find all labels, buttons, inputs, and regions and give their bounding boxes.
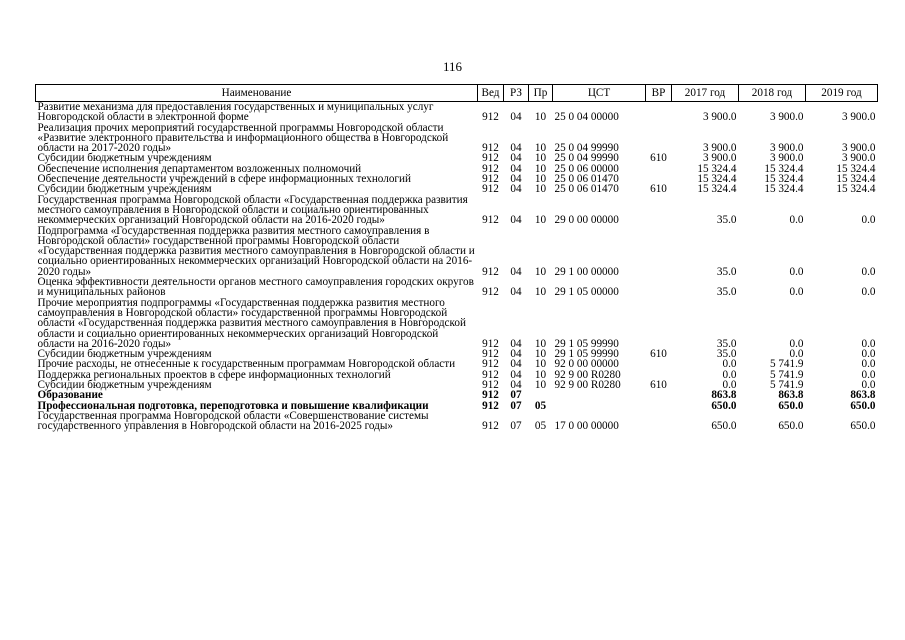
cell-vr (646, 298, 672, 349)
cell-name: Профессиональная подготовка, переподготовка и повышение квалификации (37, 399, 429, 412)
cell-ved: 912 (482, 286, 499, 299)
cell-2018: 15 324.4 (764, 162, 804, 175)
cell-name: Оценка эффективности деятельности органов местного самоуправления городских округов и муниципальных районов (37, 276, 474, 299)
cell-name: Субсидии бюджетным учреждениям (37, 348, 212, 361)
cell-2019: 650.0 (850, 420, 876, 433)
cell-cst: 29 1 05 00000 (554, 286, 619, 299)
cell-ved: 912 (482, 358, 499, 371)
cell-pr: 10 (534, 337, 547, 350)
cell-2019: 0.0 (861, 214, 876, 227)
cell-name: Субсидии бюджетным учреждениям (37, 152, 212, 165)
cell-2019: 15 324.4 (836, 173, 876, 186)
cell-2018: 650.0 (778, 420, 804, 433)
cell-ved: 912 (482, 142, 499, 155)
cell-cst: 92 0 00 00000 (554, 358, 619, 371)
cell-2018: 5 741.9 (769, 358, 804, 371)
cell-pr: 10 (534, 111, 547, 124)
cell-cst: 17 0 00 00000 (554, 420, 619, 433)
cell-cst: 29 1 00 00000 (554, 265, 619, 278)
cell-2017: 3 900.0 (702, 142, 737, 155)
cell-rz: 04 (510, 348, 522, 361)
cell-vr (646, 195, 672, 226)
header-2017: 2017 год (672, 85, 739, 102)
cell-2018: 0.0 (789, 265, 804, 278)
header-2018: 2018 год (739, 85, 806, 102)
cell-2017: 3 900.0 (702, 111, 737, 124)
cell-2018: 863.8 (778, 389, 804, 402)
table-row (36, 123, 878, 154)
cell-2017: 650.0 (711, 399, 737, 412)
cell-2019: 0.0 (861, 368, 876, 381)
cell-2017: 0.0 (722, 368, 737, 381)
cell-2019: 0.0 (861, 348, 876, 361)
cell-vr (646, 164, 672, 174)
cell-name: Субсидии бюджетным учреждениям (37, 183, 212, 196)
cell-2019: 0.0 (861, 379, 876, 392)
header-pr: Пр (529, 85, 553, 102)
cell-cst: 29 1 05 99990 (554, 348, 619, 361)
cell-2019: 0.0 (861, 286, 876, 299)
page-number: 116 (442, 59, 463, 74)
cell-pr: 10 (534, 368, 547, 381)
cell-2017: 0.0 (722, 379, 737, 392)
cell-2017: 35.0 (716, 337, 737, 350)
cell-rz: 04 (510, 152, 522, 165)
cell-pr: 10 (534, 286, 547, 299)
cell-2018: 3 900.0 (769, 152, 804, 165)
cell-rz: 04 (510, 337, 522, 350)
cell-rz: 04 (510, 183, 522, 196)
cell-cst: 29 0 00 00000 (554, 214, 619, 227)
cell-vr (646, 411, 672, 432)
cell-ved: 912 (482, 337, 499, 350)
table-row (36, 277, 878, 298)
cell-vr: 610 (650, 183, 667, 196)
cell-2019: 3 900.0 (841, 111, 876, 124)
cell-2019: 863.8 (850, 389, 876, 402)
cell-ved: 912 (482, 265, 499, 278)
cell-2017: 15 324.4 (697, 173, 737, 186)
cell-pr: 05 (534, 399, 547, 412)
table-row (36, 380, 878, 390)
cell-2017: 650.0 (711, 420, 737, 433)
cell-ved: 912 (482, 420, 499, 433)
cell-ved: 912 (482, 183, 499, 196)
cell-vr (646, 401, 672, 411)
cell-rz: 07 (510, 420, 522, 433)
header-ved: Вед (478, 85, 504, 102)
table-header (36, 85, 878, 102)
table-row (36, 411, 878, 432)
cell-cst: 25 0 04 99990 (554, 152, 619, 165)
cell-name: Развитие механизма для предоставления государственных и муниципальных услуг Новгородской области в электронной форме (37, 101, 434, 124)
cell-cst: 29 1 05 99990 (554, 337, 619, 350)
cell-2019: 15 324.4 (836, 183, 876, 196)
cell-cst: 25 0 06 01470 (554, 183, 619, 196)
cell-2017: 15 324.4 (697, 183, 737, 196)
cell-2017: 35.0 (716, 265, 737, 278)
table-row (36, 226, 878, 277)
cell-name: Обеспечение исполнения департаментом возложенных полномочий (37, 162, 362, 175)
budget-table (35, 84, 878, 432)
header-name: Наименование (36, 85, 478, 102)
cell-2018: 5 741.9 (769, 368, 804, 381)
cell-2017: 3 900.0 (702, 152, 737, 165)
cell-pr: 10 (534, 173, 547, 186)
cell-2019: 0.0 (861, 265, 876, 278)
table-row (36, 102, 878, 123)
cell-2019: 0.0 (861, 337, 876, 350)
cell-2017: 35.0 (716, 214, 737, 227)
cell-vr (646, 123, 672, 154)
cell-cst (553, 390, 646, 400)
cell-vr: 610 (650, 379, 667, 392)
cell-vr (646, 359, 672, 369)
cell-ved: 912 (482, 173, 499, 186)
cell-ved: 912 (482, 368, 499, 381)
cell-name: Прочие расходы, не отнесенные к государственным программам Новгородской области (37, 358, 456, 371)
cell-pr: 05 (534, 420, 547, 433)
cell-vr (646, 277, 672, 298)
cell-pr: 10 (534, 183, 547, 196)
cell-rz: 07 (510, 389, 522, 402)
cell-2018: 5 741.9 (769, 379, 804, 392)
cell-ved: 912 (482, 111, 499, 124)
cell-rz: 04 (510, 111, 522, 124)
cell-cst: 25 0 06 00000 (554, 162, 619, 175)
cell-pr: 10 (534, 379, 547, 392)
header-cst: ЦСТ (553, 85, 646, 102)
cell-pr: 10 (534, 265, 547, 278)
cell-ved: 912 (482, 214, 499, 227)
cell-2018: 0.0 (789, 214, 804, 227)
cell-ved: 912 (482, 399, 499, 412)
cell-ved: 912 (482, 152, 499, 165)
cell-2018: 3 900.0 (769, 111, 804, 124)
cell-vr (646, 226, 672, 277)
cell-name: Субсидии бюджетным учреждениям (37, 379, 212, 392)
cell-name: Поддержка региональных проектов в сфере информационных технологий (37, 368, 391, 381)
cell-2018: 15 324.4 (764, 183, 804, 196)
cell-2019: 650.0 (850, 399, 876, 412)
cell-2018: 0.0 (789, 286, 804, 299)
cell-rz: 04 (510, 379, 522, 392)
header-vr: ВР (646, 85, 672, 102)
cell-2017: 15 324.4 (697, 162, 737, 175)
cell-rz: 04 (510, 162, 522, 175)
cell-name: Прочие мероприятия подпрограммы «Государственная поддержка развития местного самоуправления в Новгородской области» государственной программы Новгородской области «Государственная поддержка развития местного самоуправления в Новгородской области и социально ориентированных некоммерческих организаций Новгородской области на 2016-2020 годы» (37, 296, 466, 350)
header-rz: РЗ (504, 85, 529, 102)
cell-2017: 863.8 (711, 389, 737, 402)
cell-2018: 650.0 (778, 399, 804, 412)
cell-ved: 912 (482, 379, 499, 392)
cell-cst: 92 9 00 R0280 (554, 379, 621, 392)
cell-ved: 912 (482, 162, 499, 175)
cell-name: Реализация прочих мероприятий государственной программы Новгородской области «Развитие электронного правительства и информационного общества в Новгородской области на 2017-2020 годы» (37, 121, 449, 155)
cell-2019: 3 900.0 (841, 152, 876, 165)
header-2019: 2019 год (806, 85, 878, 102)
cell-2017: 35.0 (716, 348, 737, 361)
cell-name: Подпрограмма «Государственная поддержка развития местного самоуправления в Новгородской области» государственной программы Новгородской области «Государственная поддержка развития местного самоуправления в Новгородской области и социально ориентированных некоммерческих организаций Новгородской области на 2016-2020 годы» (37, 224, 475, 278)
cell-pr: 10 (534, 358, 547, 371)
cell-2019: 0.0 (861, 358, 876, 371)
cell-rz: 04 (510, 358, 522, 371)
cell-pr: 10 (534, 142, 547, 155)
cell-pr: 10 (534, 348, 547, 361)
cell-rz: 04 (510, 173, 522, 186)
cell-ved: 912 (482, 389, 499, 402)
table-body (36, 102, 878, 432)
cell-rz: 04 (510, 142, 522, 155)
cell-pr: 10 (534, 214, 547, 227)
cell-2019: 3 900.0 (841, 142, 876, 155)
cell-pr: 10 (534, 162, 547, 175)
cell-2018: 0.0 (789, 337, 804, 350)
table-row (36, 195, 878, 226)
cell-cst: 92 9 00 R0280 (554, 368, 621, 381)
cell-cst: 25 0 04 99990 (554, 142, 619, 155)
cell-ved: 912 (482, 348, 499, 361)
cell-vr: 610 (650, 348, 667, 361)
cell-rz: 04 (510, 265, 522, 278)
cell-cst: 25 0 06 01470 (554, 173, 619, 186)
cell-rz: 04 (510, 286, 522, 299)
cell-name: Государственная программа Новгородской области «Совершенствование системы государственного управления в Новгородской области на 2016-2025 годы» (37, 409, 429, 433)
table-row (36, 298, 878, 349)
cell-rz: 07 (510, 399, 522, 412)
cell-rz: 04 (510, 214, 522, 227)
cell-2017: 0.0 (722, 358, 737, 371)
cell-rz: 04 (510, 368, 522, 381)
cell-2017: 35.0 (716, 286, 737, 299)
cell-2018: 0.0 (789, 348, 804, 361)
cell-cst (553, 401, 646, 411)
cell-vr (646, 102, 672, 123)
cell-name: Образование (37, 389, 103, 402)
cell-name: Государственная программа Новгородской области «Государственная поддержка развития местного самоуправления в Новгородской области и социально ориентированных некоммерческих организаций Новгородской области на 2016-2020 годы» (37, 193, 468, 227)
cell-2018: 3 900.0 (769, 142, 804, 155)
cell-cst: 25 0 04 00000 (554, 111, 619, 124)
cell-2018: 15 324.4 (764, 173, 804, 186)
cell-pr: 10 (534, 152, 547, 165)
cell-2019: 15 324.4 (836, 162, 876, 175)
cell-vr: 610 (650, 152, 667, 165)
cell-name: Обеспечение деятельности учреждений в сфере информационных технологий (37, 173, 411, 186)
cell-vr (646, 390, 672, 400)
